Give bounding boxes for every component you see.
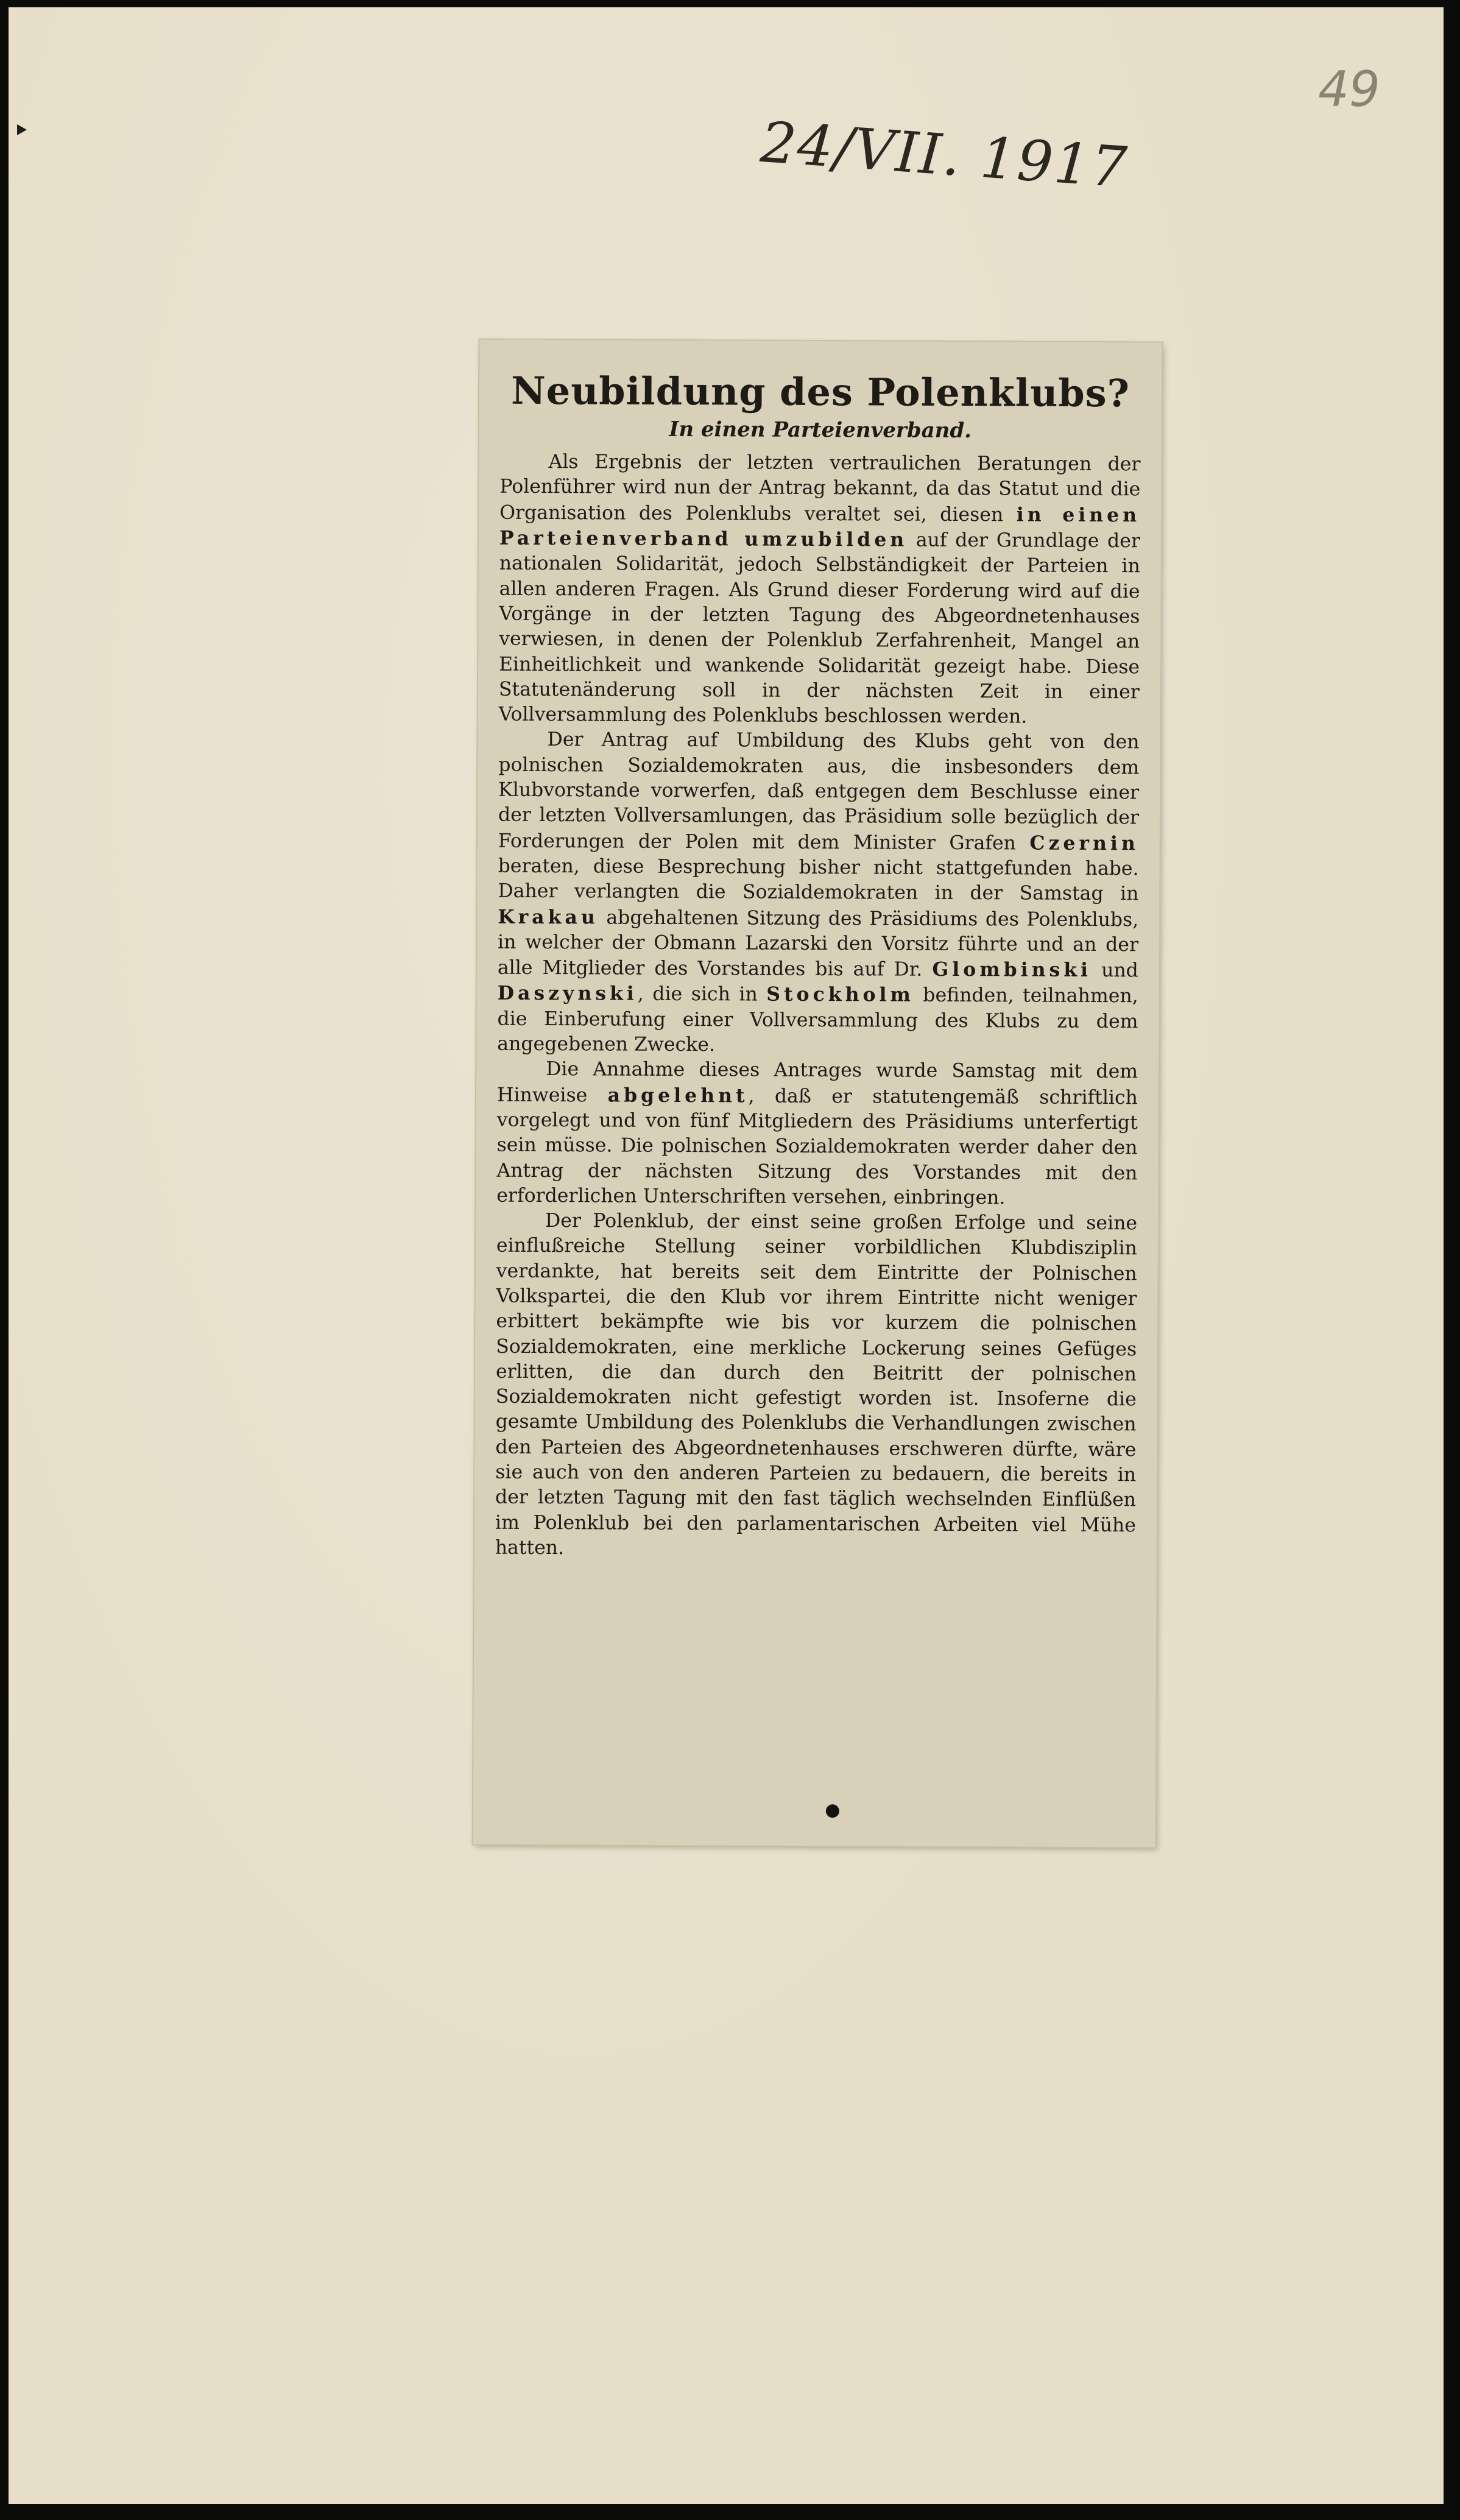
- spaced-emphasis: abgelehnt: [607, 1084, 749, 1107]
- archive-sheet: [9, 7, 1444, 2504]
- spaced-emphasis: Daszynski: [497, 982, 638, 1006]
- ink-dot: [826, 1804, 839, 1818]
- spaced-emphasis: in einen Parteienverband umzubilden: [499, 503, 1141, 551]
- article-paragraph-4: Der Polenklub, der einst seine großen Erfolge und seine einflußreiche Stellung seiner vorbildlichen Klubdisziplin verdankte, hat bereits seit dem Eintritte der Polnischen Volkspartei, die den Klub vor ihrem Eintritte nicht weniger erbittert bekämpfte wie bis vor kurzem die polnischen Sozialdemokraten, eine merkliche Lockerung seines Gefüges erlitten, die dan durch den Beitritt der polnischen Sozialdemokraten nicht gefestigt worden ist. Insoferne die gesamte Umbildung des Polenklubs die Verhandlungen zwischen den Parteien des Abgeordnetenhauses erschweren dürfte, wäre sie auch von den anderen Parteien zu bedauern, die bereits in der letzten Tagung mit den fast täglich wechselnden Einflüßen im Polenklub bei den parlamentarischen Arbeiten viel Mühe hatten.: [495, 1210, 1138, 1559]
- newspaper-clipping: [473, 340, 1162, 1848]
- spaced-emphasis: Stockholm: [766, 983, 914, 1007]
- page-number: 49: [1318, 61, 1380, 118]
- article-paragraph-3: Die Annahme dieses Antrages wurde Samstag mit dem Hinweise abgelehnt, daß er statutengemäß schriftlich vorgelegt und von fünf Mitgliedern des Präsidiums unterfertigt sein müsse. Die polnischen Sozialdemokraten werder daher den Antrag der nächsten Sitzung des Vorstandes mit den erforderlichen Unterschriften versehen, einbringen.: [496, 1058, 1138, 1209]
- spaced-emphasis: Czernin: [1029, 831, 1139, 855]
- article-paragraph-1: Als Ergebnis der letzten vertraulichen Beratungen der Polenführer wird nun der Antrag bekannt, da das Statut und die Organisation des Polenklubs veraltet sei, diesen in einen Parteienverband umzubilden auf der Grundlage der nationalen Solidarität, jedoch Selbständigkeit der Parteien in allen anderen Fragen. Als Grund dieser Forderung wird auf die Vorgänge in der letzten Tagung des Abgeordnetenhauses verwiesen, in denen der Polenklub Zerfahrenheit, Mangel an Einheitlichkeit und wankende Solidarität gezeigt habe. Diese Statutenänderung soll in der nächsten Zeit in einer Vollversammlung des Polenklubs beschlossen werden.: [498, 451, 1141, 728]
- article-paragraph-2: Der Antrag auf Umbildung des Klubs geht von den polnischen Sozialdemokraten aus, die insbesonders dem Klubvorstande vorwerfen, daß entgegen dem Beschlusse einer der letzten Vollversamlungen, das Präsidium solle bezüglich der Forderungen der Polen mit dem Minister Grafen Czernin beraten, diese Besprechung bisher nicht stattgefunden habe. Daher verlangten die Sozialdemokraten in der Samstag in Krakau abgehaltenen Sitzung des Präsidiums des Polenklubs, in welcher der Obmann Lazarski den Vorsitz führte und an der alle Mitglieder des Vorstandes bis auf Dr. Glombinski und Daszynski, die sich in Stockholm befinden, teilnahmen, die Einberufung einer Vollversammlung des Klubs zu dem angegebenen Zwecke.: [497, 729, 1140, 1056]
- article-headline: Neubildung des Polenklubs?: [510, 368, 1130, 416]
- article-subheadline: In einen Parteienverband.: [669, 417, 972, 443]
- spaced-emphasis: Glombinski: [932, 958, 1092, 982]
- pin-mark: [17, 124, 27, 135]
- handwritten-date: 24/VII. 1917: [758, 110, 1130, 200]
- spaced-emphasis: Krakau: [498, 905, 599, 928]
